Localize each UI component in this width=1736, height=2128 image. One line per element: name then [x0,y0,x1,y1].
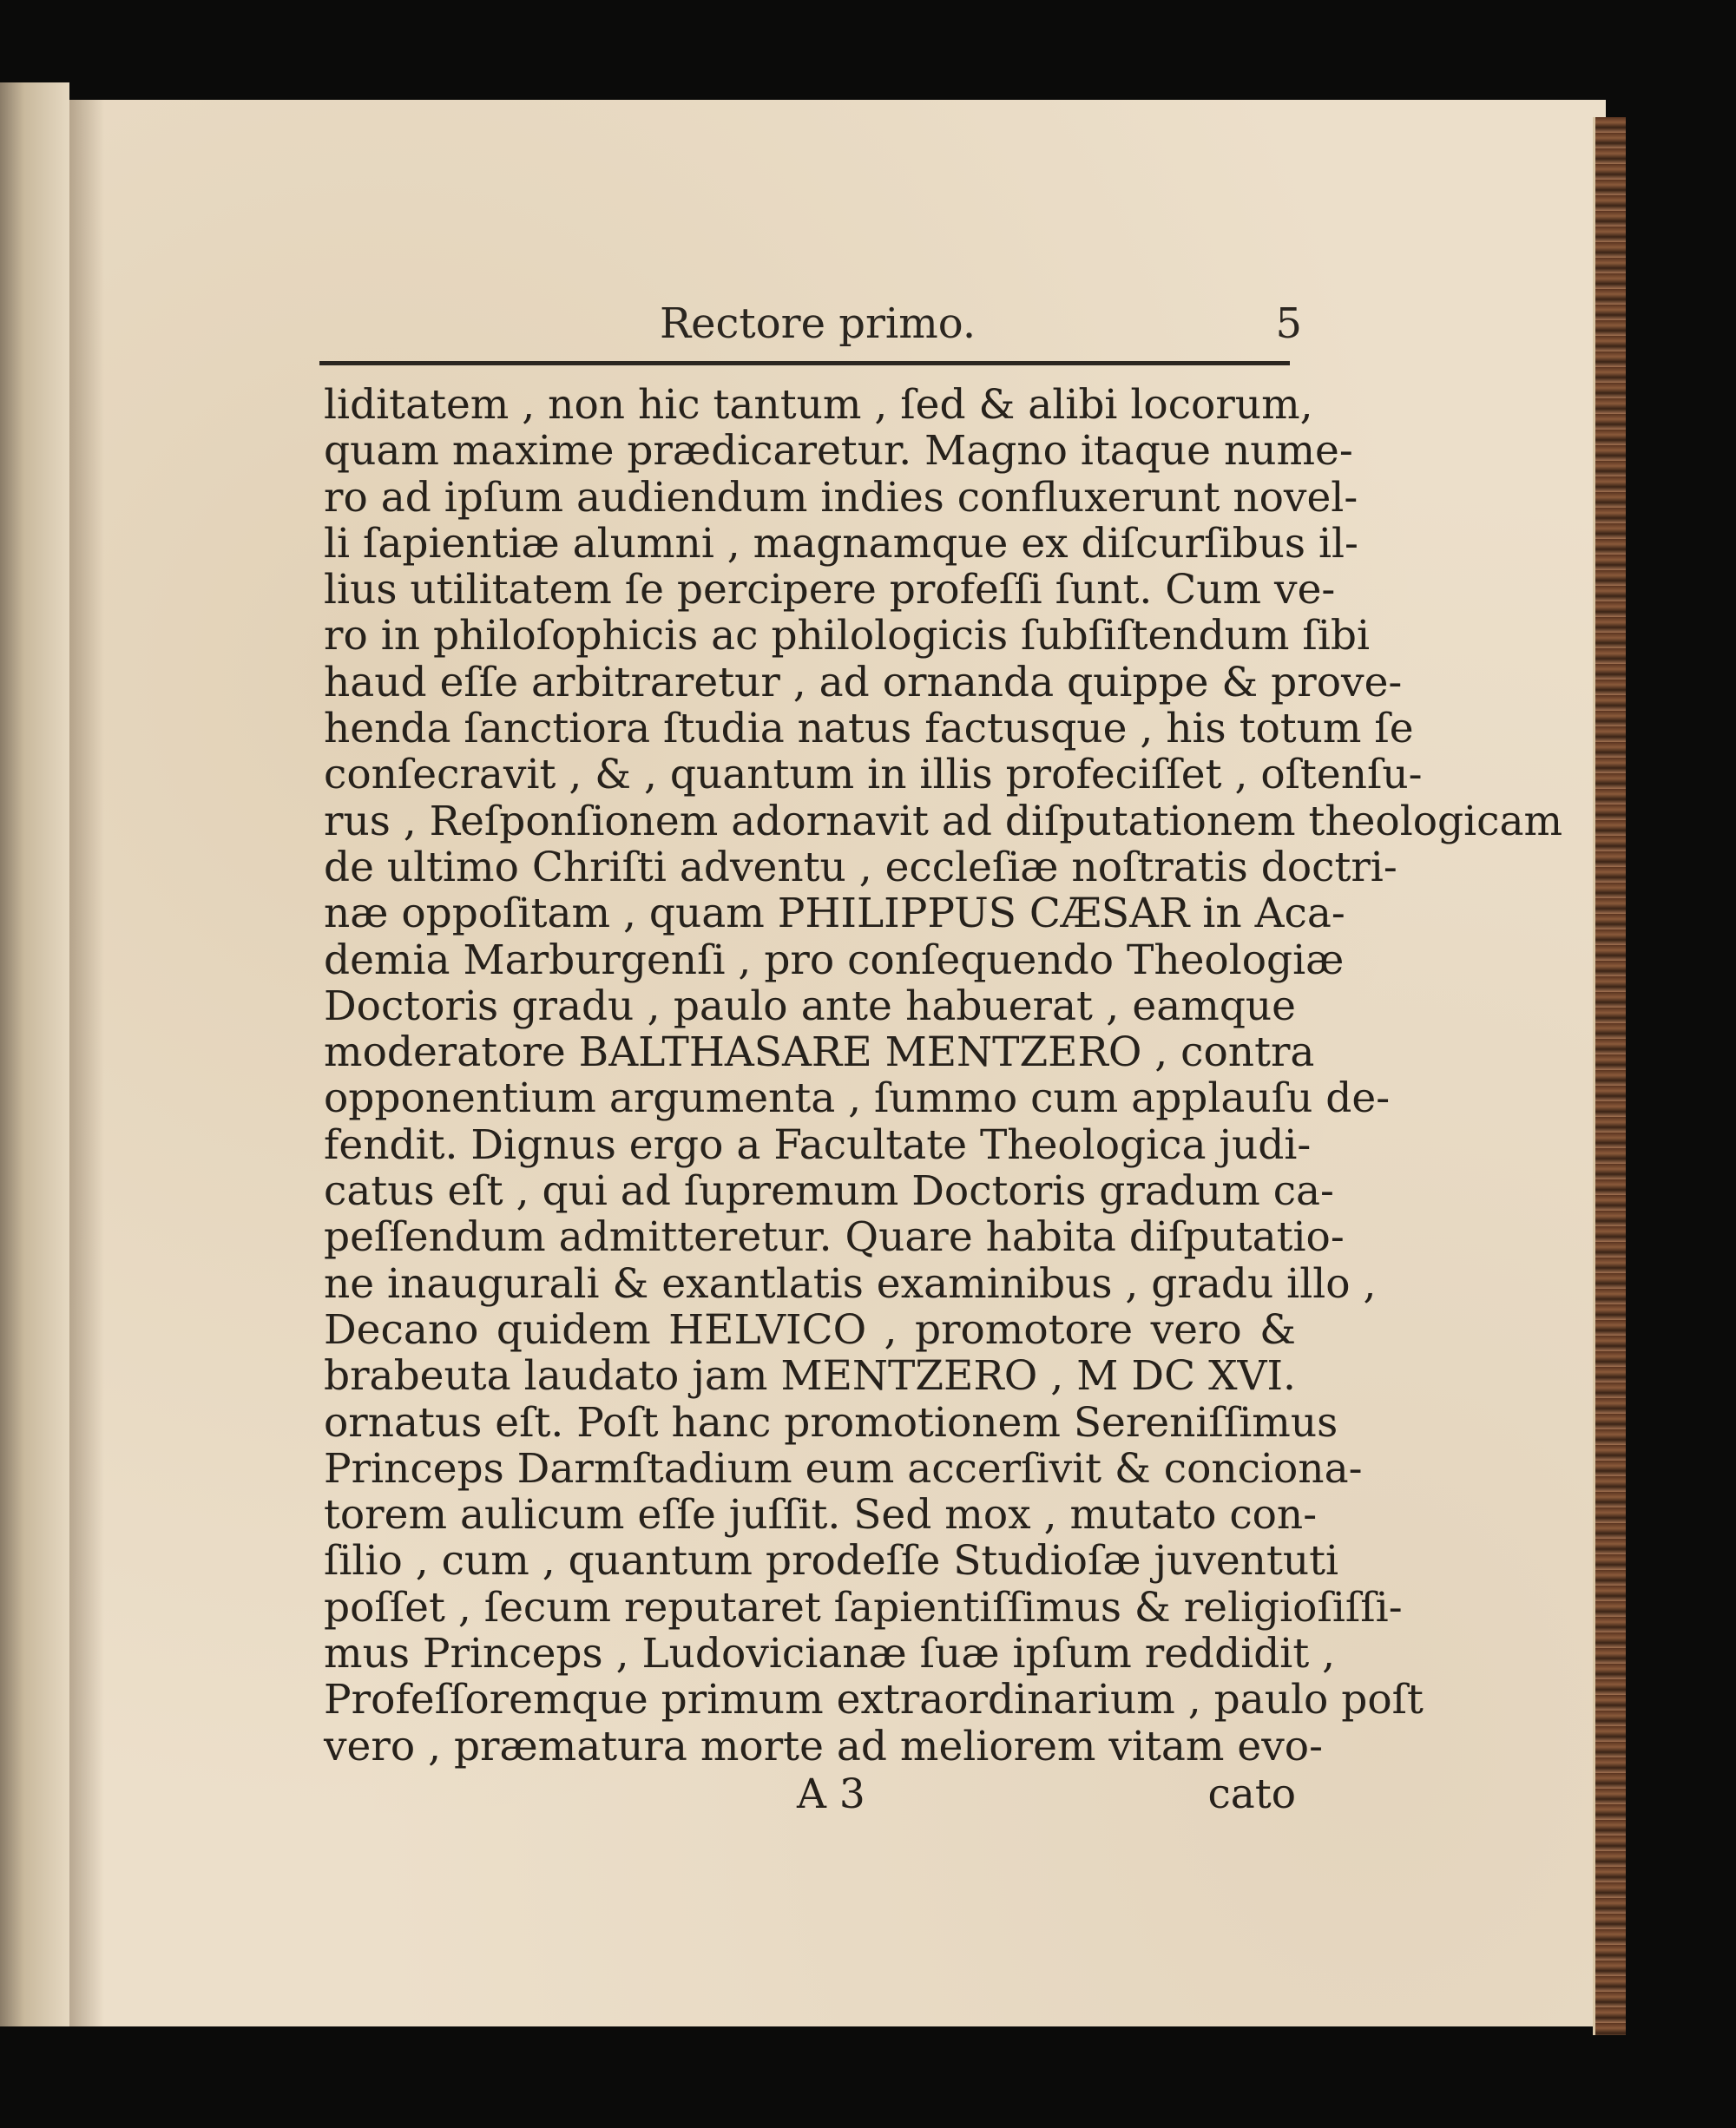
text-line: ornatus eſt. Poſt hanc promotionem Sereniſſimus [324,1398,1338,1447]
catchword: cato [1207,1770,1296,1818]
running-head [312,299,1302,360]
text-line: brabeuta laudato jam MENTZERO , M DC XVI. [324,1352,1296,1401]
text-line: vero , præmatura morte ad meliorem vitam evo- [324,1722,1323,1770]
text-line: Princeps Darmſtadium eum accerſivit & conciona- [324,1444,1363,1493]
text-line: haud eſſe arbitraretur , ad ornanda quippe & prove- [324,658,1403,706]
text-line: moderatore BALTHASARE MENTZERO , contra [324,1028,1315,1077]
text-line: torem aulicum eſſe juſſit. Sed mox , mutato con- [324,1491,1318,1540]
text-line: demia Marburgenſi , pro conſequendo Theologiæ [324,936,1345,984]
text-line: næ oppoſitam , quam PHILIPPUS CÆSAR in Aca- [324,890,1345,938]
page-number: 5 [1275,299,1302,348]
text-line: ne inaugurali & exantlatis examinibus , gradu illo , [324,1259,1377,1308]
fore-edge [1593,117,1626,2035]
signature-mark: A 3 [797,1770,865,1818]
running-title: Rectore primo. [660,299,976,348]
page-footer [324,1770,1296,1823]
text-line: liditatem , non hic tantum , ſed & alibi locorum, [324,381,1313,429]
text-line: mus Princeps , Ludovicianæ ſuæ ipſum reddidit , [324,1630,1336,1678]
text-line: rus , Reſponſionem adornavit ad diſputationem theologicam [324,797,1563,845]
text-line: ro in philoſophicis ac philologicis ſubſiſtendum ſibi [324,612,1370,660]
text-line: ro ad ipſum audiendum indies confluxerunt novel- [324,473,1358,522]
text-line: Doctoris gradu , paulo ante habuerat , eamque [324,982,1296,1030]
header-rule [319,361,1290,365]
text-line: li ſapientiæ alumni , magnamque ex diſcurſibus il- [324,519,1358,568]
body-text [324,381,1563,1770]
text-line: fendit. Dignus ergo a Facultate Theologica judi- [324,1120,1312,1169]
text-line: henda ſanctiora ſtudia natus factusque , his totum ſe [324,705,1414,753]
text-line: peſſendum admitteretur. Quare habita diſputatio- [324,1213,1345,1262]
text-line: de ultimo Chriſti adventu , eccleſiæ noſtratis doctri- [324,843,1397,891]
gutter-shadow [69,100,104,2026]
text-line: ſilio , cum , quantum prodeſſe Studioſæ juventuti [324,1537,1339,1586]
text-line: conſecravit , & , quantum in illis profeciſſet , oſtenſu- [324,751,1423,799]
facing-page-edge [0,82,69,2026]
text-line: lius utilitatem ſe percipere profeſſi ſunt. Cum ve- [324,566,1336,614]
text-line: quam maxime prædicaretur. Magno itaque nume- [324,427,1353,476]
text-line: poſſet , ſecum reputaret ſapientiſſimus & religioſiſſi- [324,1583,1403,1632]
text-line: catus eſt , qui ad ſupremum Doctoris gradum ca- [324,1167,1334,1216]
text-line: opponentium argumenta , ſummo cum applauſu de- [324,1074,1391,1123]
text-line: Profeſſoremque primum extraordinarium , paulo poſt [324,1676,1424,1724]
text-line: Decano quidem HELVICO , promotore vero & [324,1305,1296,1354]
